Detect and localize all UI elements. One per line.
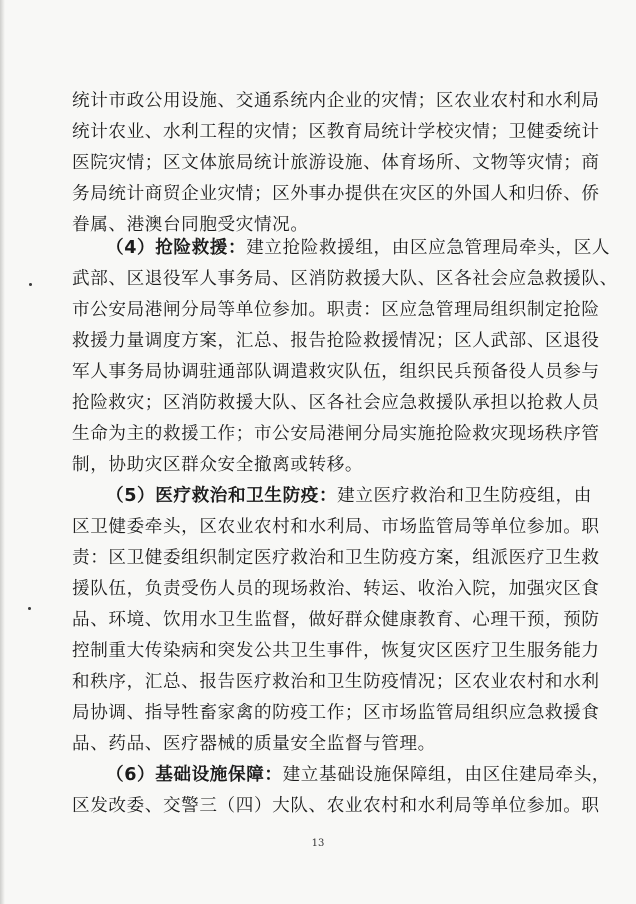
- text-line: 市公安局港闸分局等单位参加。职责：区应急管理局组织制定抢险: [72, 300, 600, 320]
- section-heading: （5）医疗救治和卫生防疫：: [106, 486, 338, 506]
- text-line: 区发改委、交警三（四）大队、农业农村和水利局等单位参加。职: [72, 796, 600, 816]
- section-4-first-line: [106, 237, 610, 259]
- section-5-first-line: [106, 485, 592, 507]
- section-text: 建立基础设施保障组，由区住建局牵头，: [282, 765, 611, 785]
- section-6-first-line: [106, 764, 610, 786]
- text-line: 品、环境、饮用水卫生监督，做好群众健康教育、心理干预，预防: [72, 610, 600, 630]
- text-line: 控制重大传染病和突发公共卫生事件，恢复灾区医疗卫生服务能力: [72, 641, 600, 661]
- scan-speck: [28, 607, 31, 610]
- scan-speck: [29, 283, 32, 286]
- text-line: 援队伍，负责受伤人员的现场救治、转运、收治入院，加强灾区食: [72, 579, 600, 599]
- section-heading: （4）抢险救援：: [106, 238, 247, 258]
- section-text: 建立医疗救治和卫生防疫组，由: [337, 486, 592, 506]
- text-line: 抢险救灾；区消防救援大队、区各社会应急救援队承担以抢救人员: [72, 393, 600, 413]
- text-line: 生命为主的救援工作；市公安局港闸分局实施抢险救灾现场秩序管: [72, 424, 600, 444]
- text-line: 统计市政公用设施、交通系统内企业的灾情；区农业农村和水利局: [72, 91, 600, 111]
- text-line: 制，协助灾区群众安全撤离或转移。: [72, 455, 364, 475]
- text-line: 品、药品、医疗器械的质量安全监督与管理。: [72, 734, 436, 754]
- page-number: 13: [311, 838, 325, 849]
- page-edge-shadow: [0, 0, 5, 904]
- text-line: 责：区卫健委组织制定医疗救治和卫生防疫方案，组派医疗卫生救: [72, 548, 600, 568]
- text-line: 医院灾情；区文体旅局统计旅游设施、体育场所、文物等灾情；商: [72, 153, 600, 173]
- text-line: 救援力量调度方案，汇总、报告抢险救援情况；区人武部、区退役: [72, 331, 600, 351]
- section-text: 建立抢险救援组，由区应急管理局牵头，区人: [246, 238, 611, 258]
- text-line: 局协调、指导牲畜家禽的防疫工作；区市场监管局组织应急救援食: [72, 703, 600, 723]
- section-heading: （6）基础设施保障：: [106, 765, 283, 785]
- text-line: 统计农业、水利工程的灾情；区教育局统计学校灾情；卫健委统计: [72, 122, 600, 142]
- text-line: 武部、区退役军人事务局、区消防救援大队、区各社会应急救援队、: [72, 269, 618, 289]
- text-line: 和秩序，汇总、报告医疗救治和卫生防疫情况；区农业农村和水利: [72, 672, 600, 692]
- text-line: 军人事务局协调驻通部队调遣救灾队伍，组织民兵预备役人员参与: [72, 362, 600, 382]
- text-line: 区卫健委牵头，区农业农村和水利局、市场监管局等单位参加。职: [72, 517, 600, 537]
- text-line: 眷属、港澳台同胞受灾情况。: [72, 215, 309, 235]
- text-line: 务局统计商贸企业灾情；区外事办提供在灾区的外国人和归侨、侨: [72, 184, 600, 204]
